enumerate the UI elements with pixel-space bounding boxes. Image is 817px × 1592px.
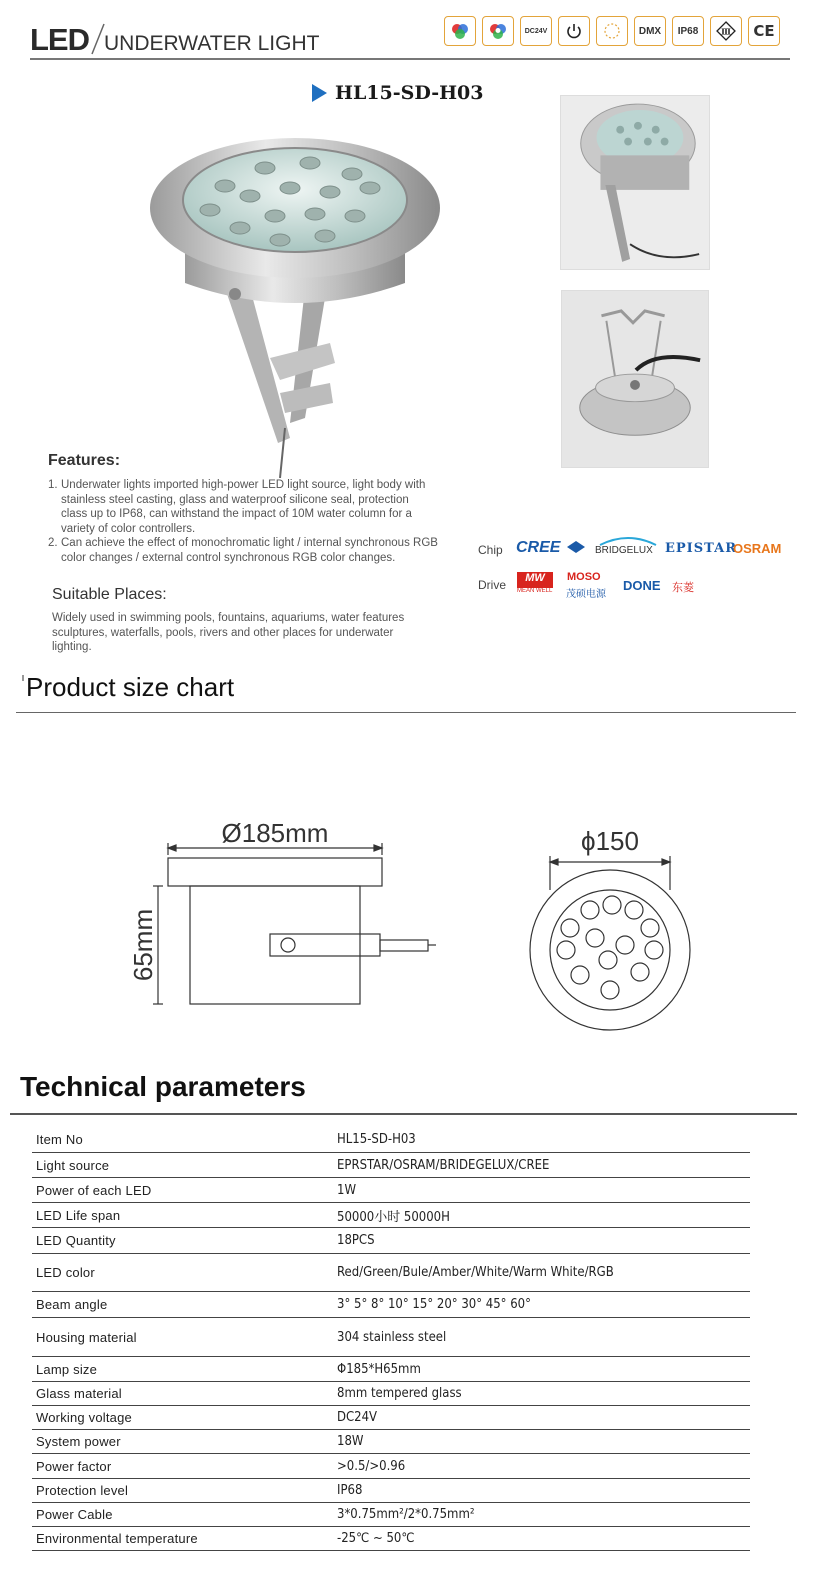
table-row: Item No HL15-SD-H03 <box>32 1126 750 1153</box>
size-chart-divider <box>16 712 796 713</box>
table-row: Environmental temperature -25℃ ~ 50℃ <box>32 1527 750 1551</box>
table-row: Power factor >0.5/>0.96 <box>32 1454 750 1479</box>
ce-icon: CE <box>748 16 780 46</box>
svg-text:Ⅲ: Ⅲ <box>721 26 731 37</box>
features-title: Features: <box>48 452 121 469</box>
page-subtitle: UNDERWATER LIGHT <box>104 32 320 55</box>
table-row: Light source EPRSTAR/OSRAM/BRIDEGELUX/CREE <box>32 1153 750 1178</box>
rgbw-icon <box>482 16 514 46</box>
table-row: Beam angle 3° 5° 8° 10° 15° 20° 30° 45° 60° <box>32 1292 750 1318</box>
bridgelux-arc-icon <box>598 535 658 547</box>
tech-params-title: Technical parameters <box>20 1071 306 1102</box>
model-number: HL15-SD-H03 <box>335 82 484 104</box>
dimension-drawing <box>120 810 710 1040</box>
tech-params-divider <box>10 1113 797 1115</box>
dc24v-icon: DC24V <box>520 16 552 46</box>
done-cn-text: 东菱 <box>672 582 694 594</box>
dmx-icon: DMX <box>634 16 666 46</box>
table-row: Power of each LED 1W <box>32 1178 750 1203</box>
inner-diameter-label: ϕ150 <box>581 826 639 856</box>
rgb-icon <box>444 16 476 46</box>
table-row: Working voltage DC24V <box>32 1406 750 1430</box>
table-row: Glass material 8mm tempered glass <box>32 1382 750 1406</box>
meanwell-text: MEAN WELL <box>517 588 553 594</box>
table-row: Protection level IP68 <box>32 1479 750 1503</box>
play-triangle-icon <box>312 84 327 102</box>
dimming-icon <box>596 16 628 46</box>
dimension-drawing-svg <box>120 810 710 1040</box>
moso-cn-text: 茂硕电源 <box>566 589 606 600</box>
product-main-image <box>130 108 460 478</box>
table-row: System power 18W <box>32 1430 750 1454</box>
table-row: LED color Red/Green/Bule/Amber/White/Warm White/RGB <box>32 1254 750 1292</box>
height-label: 65mm <box>128 908 158 982</box>
list-item: 2. Can achieve the effect of monochromatic light / internal synchronous RGB color changes / external control synchronous RGB color changes. <box>48 537 438 564</box>
suitable-places-title: Suitable Places: <box>52 586 167 603</box>
params-table <box>32 1126 750 1551</box>
certification-icons <box>444 16 780 46</box>
osram-logo: OSRAM <box>733 541 782 556</box>
table-row: Power Cable 3*0.75mm²/2*0.75mm² <box>32 1503 750 1527</box>
meanwell-logo: MW <box>517 572 553 588</box>
cree-mark-icon <box>566 540 586 554</box>
product-thumb-back <box>561 290 709 468</box>
diameter-label: Ø185mm <box>221 818 329 848</box>
epistar-logo: EPISTAR <box>665 541 738 556</box>
list-item: 1. Underwater lights imported high-power LED light source, light body with stainless steel casting, glass and waterproof silicone seal, protection class up to IP68, can withstand the impact of 10M water column for a variety of color controllers. <box>48 479 426 535</box>
drive-label: Drive <box>478 578 507 592</box>
table-row: LED Life span 50000小时 50000H <box>32 1203 750 1228</box>
done-logo: DONE <box>623 578 661 593</box>
class-iii-icon <box>710 16 742 46</box>
size-chart-title: Product size chart <box>26 672 235 702</box>
chip-label: Chip <box>478 543 503 557</box>
header-divider <box>30 58 790 60</box>
table-row: Lamp size Φ185*H65mm <box>32 1357 750 1382</box>
ip68-icon: IP68 <box>672 16 704 46</box>
model-heading <box>312 82 483 104</box>
power-icon <box>558 16 590 46</box>
bridgelux-logo: BRIDGELUX <box>595 545 653 556</box>
feature-list <box>48 478 438 565</box>
table-row: LED Quantity 18PCS <box>32 1228 750 1254</box>
cree-logo: CREE <box>516 539 561 556</box>
product-thumb-side <box>560 95 710 270</box>
suitable-places-text: Widely used in swimming pools, fountains, aquariums, water features sculptures, waterfalls, pools, rivers and other places for underwater lighting. <box>52 612 405 653</box>
moso-logo: MOSO <box>567 571 601 583</box>
table-row: Housing material 304 stainless steel <box>32 1318 750 1357</box>
brand-logo: LED <box>30 22 89 57</box>
